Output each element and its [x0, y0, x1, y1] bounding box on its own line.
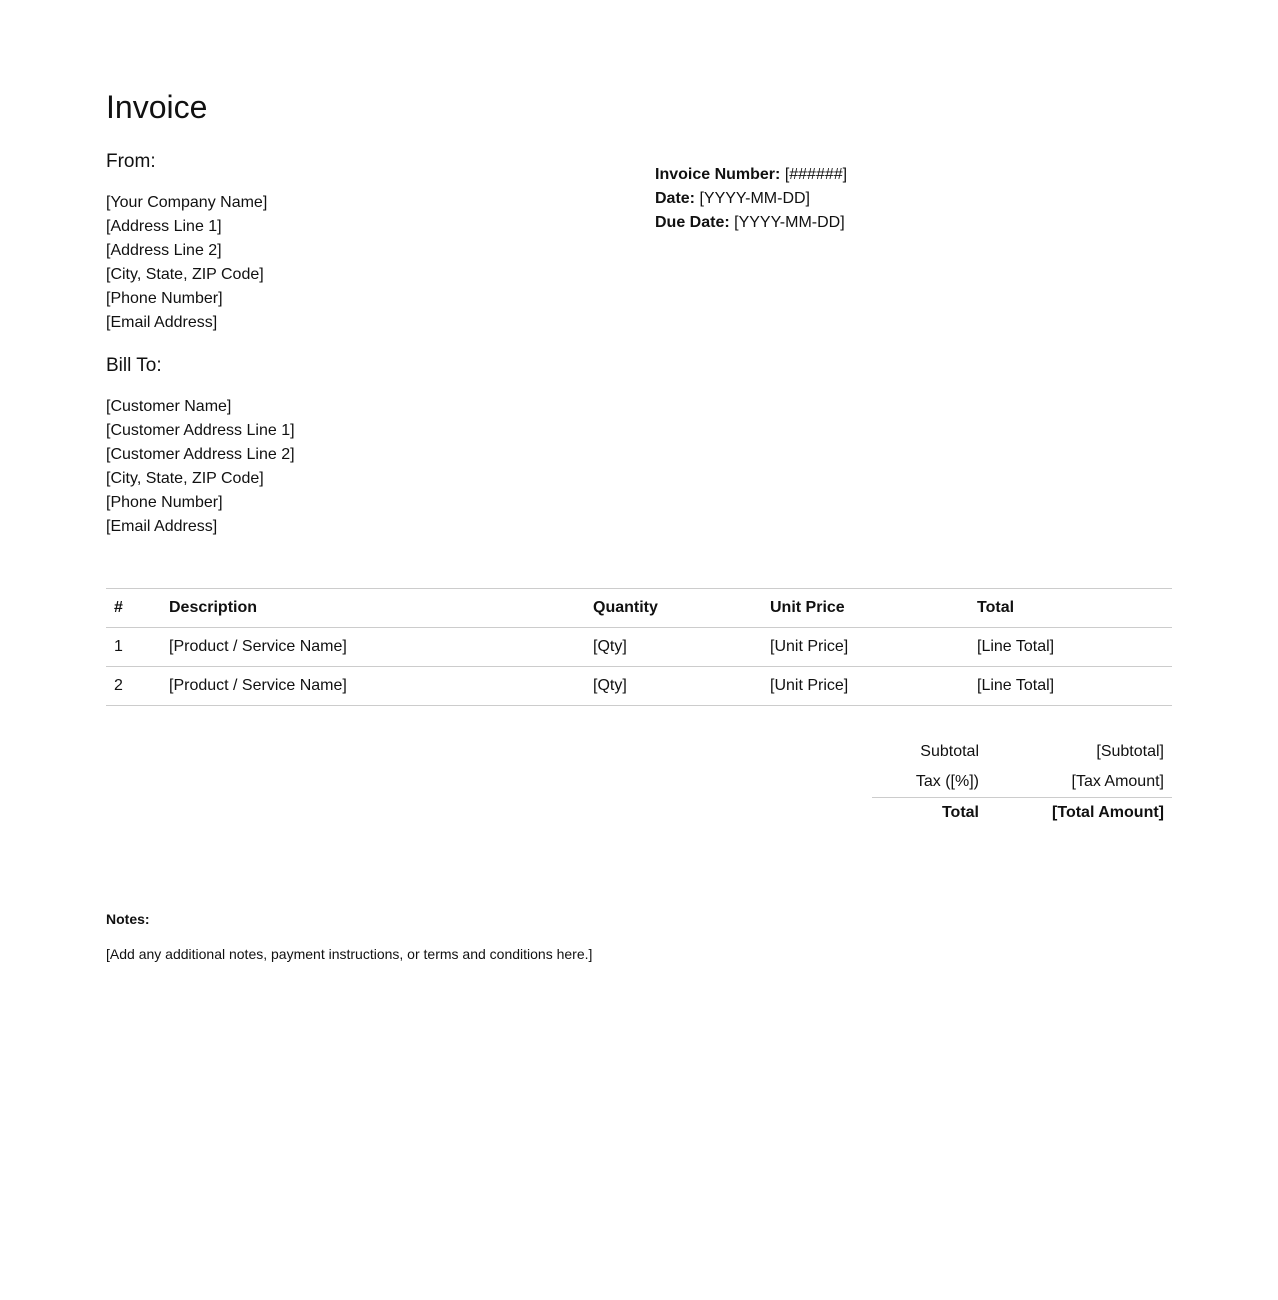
from-line: [Email Address] [106, 314, 218, 331]
col-header-unit-price: Unit Price [762, 589, 969, 628]
cell-unit-price: [Unit Price] [762, 628, 969, 667]
subtotal-row [872, 737, 1172, 767]
invoice-number-value: [######] [784, 166, 848, 183]
table-header-row [106, 589, 1172, 628]
date-label: Date: [655, 190, 696, 207]
from-line: [Phone Number] [106, 290, 223, 307]
subtotal-label: Subtotal [920, 743, 979, 760]
line-items-table [106, 588, 1172, 706]
invoice-meta [655, 163, 847, 235]
cell-total: [Line Total] [969, 628, 1172, 667]
bill-to-line: [Customer Address Line 2] [106, 446, 295, 463]
invoice-due-date [655, 211, 847, 235]
subtotal-value: [Subtotal] [1096, 743, 1164, 760]
cell-number: 2 [106, 667, 161, 706]
cell-description: [Product / Service Name] [161, 667, 585, 706]
col-header-total: Total [969, 589, 1172, 628]
invoice-number [655, 163, 847, 187]
due-date-value: [YYYY-MM-DD] [734, 214, 845, 231]
date-value: [YYYY-MM-DD] [699, 190, 810, 207]
from-line: [City, State, ZIP Code] [106, 266, 264, 283]
tax-row [872, 767, 1172, 797]
due-date-label: Due Date: [655, 214, 730, 231]
cell-quantity: [Qty] [585, 628, 762, 667]
from-line: [Address Line 2] [106, 242, 222, 259]
from-heading: From: [106, 151, 156, 172]
cell-unit-price: [Unit Price] [762, 667, 969, 706]
invoice-number-label: Invoice Number: [655, 166, 781, 183]
tax-value: [Tax Amount] [1071, 772, 1164, 790]
from-address [106, 191, 267, 335]
notes-text: [Add any additional notes, payment instructions, or terms and conditions here.] [106, 946, 593, 962]
totals-table [872, 737, 1172, 828]
from-line: [Address Line 1] [106, 218, 222, 235]
col-header-quantity: Quantity [585, 589, 762, 628]
table-row [106, 667, 1172, 706]
cell-total: [Line Total] [969, 667, 1172, 706]
cell-number: 1 [106, 628, 161, 667]
bill-to-line: [Phone Number] [106, 494, 223, 511]
bill-to-line: [City, State, ZIP Code] [106, 470, 264, 487]
page-title: Invoice [106, 89, 208, 125]
cell-quantity: [Qty] [585, 667, 762, 706]
bill-to-line: [Customer Name] [106, 398, 232, 415]
table-row [106, 628, 1172, 667]
from-line: [Your Company Name] [106, 194, 268, 211]
col-header-number: # [106, 589, 161, 628]
tax-label: Tax ([%]) [915, 772, 979, 790]
total-value: [Total Amount] [987, 797, 1172, 828]
col-header-description: Description [161, 589, 585, 628]
bill-to-heading: Bill To: [106, 355, 162, 376]
bill-to-line: [Customer Address Line 1] [106, 422, 295, 439]
total-label: Total [872, 797, 987, 828]
bill-to-address [106, 395, 295, 539]
cell-description: [Product / Service Name] [161, 628, 585, 667]
invoice-date [655, 187, 847, 211]
bill-to-line: [Email Address] [106, 518, 218, 535]
total-row [872, 797, 1172, 828]
notes-label: Notes: [106, 911, 150, 927]
